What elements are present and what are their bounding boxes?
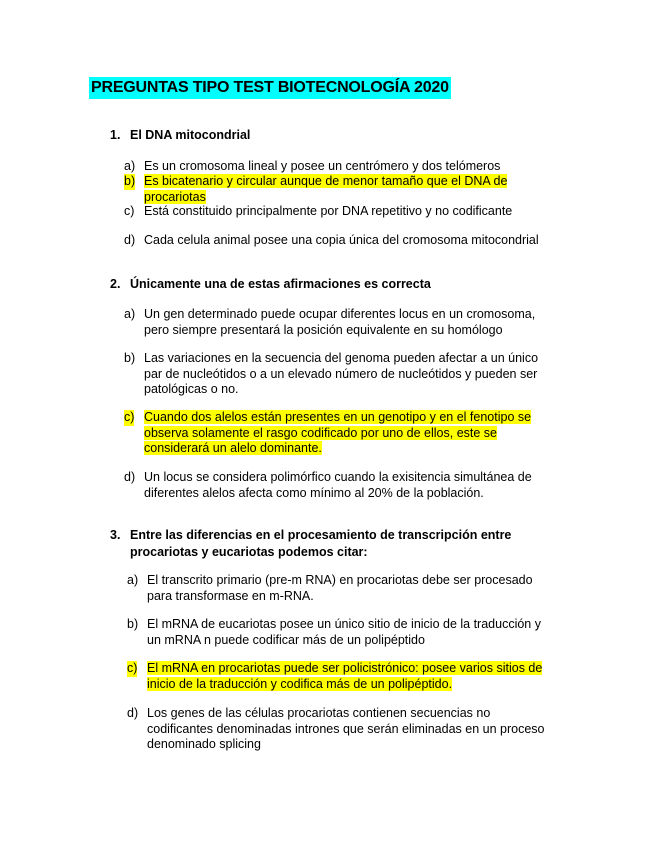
option-line: Es un cromosoma lineal y posee un centrómero y dos telómeros bbox=[144, 159, 501, 173]
option-1c bbox=[124, 204, 512, 220]
option-line: Un locus se considera polimórfico cuando la exisitencia simultánea de bbox=[144, 470, 532, 484]
option-3d bbox=[127, 706, 544, 753]
option-line: Un gen determinado puede ocupar diferentes locus en un cromosoma, bbox=[144, 307, 536, 321]
option-3b bbox=[127, 617, 541, 648]
option-3a bbox=[127, 573, 533, 604]
option-line: codificantes denominadas intrones que serán eliminadas en un proceso bbox=[147, 721, 545, 736]
option-line: Cuando dos alelos están presentes en un genotipo y en el fenotipo se bbox=[144, 410, 532, 424]
option-2c-correct bbox=[124, 410, 531, 457]
option-letter: a) bbox=[127, 573, 139, 587]
option-2d bbox=[124, 470, 532, 501]
question-text: El DNA mitocondrial bbox=[130, 128, 251, 142]
question-text-line: procariotas y eucariotas podemos citar: bbox=[130, 545, 368, 559]
question-text-line: Entre las diferencias en el procesamiento de transcripción entre bbox=[130, 528, 512, 542]
option-letter: c) bbox=[127, 661, 138, 675]
option-letter: d) bbox=[127, 706, 139, 720]
option-1b-correct bbox=[124, 174, 507, 205]
option-letter: a) bbox=[124, 307, 136, 321]
option-line: patológicas o no. bbox=[144, 382, 239, 396]
option-line: El transcrito primario (pre-m RNA) en procariotas debe ser procesado bbox=[147, 573, 533, 587]
option-line: un mRNA n puede codificar más de un polipéptido bbox=[147, 632, 425, 647]
option-letter: a) bbox=[124, 159, 136, 173]
option-letter: b) bbox=[127, 617, 139, 631]
option-line: Las variaciones en la secuencia del genoma pueden afectar a un único bbox=[144, 351, 539, 365]
question-number: 3. bbox=[110, 528, 121, 542]
option-line: para transformase en m-RNA. bbox=[147, 588, 314, 603]
question-text: Únicamente una de estas afirmaciones es correcta bbox=[130, 277, 431, 291]
option-line: procariotas bbox=[144, 189, 206, 204]
option-line: Cada celula animal posee una copia única del cromosoma mitocondrial bbox=[144, 233, 539, 247]
option-1a bbox=[124, 159, 500, 175]
question-1 bbox=[110, 127, 250, 144]
question-2 bbox=[110, 276, 431, 293]
option-letter: b) bbox=[124, 351, 136, 365]
option-2a bbox=[124, 307, 535, 338]
option-3c-correct bbox=[127, 661, 542, 692]
option-letter: b) bbox=[124, 174, 136, 188]
question-3 bbox=[110, 527, 511, 561]
option-letter: c) bbox=[124, 204, 135, 218]
option-letter: d) bbox=[124, 233, 136, 247]
option-line: El mRNA en procariotas puede ser policistrónico: posee varios sitios de bbox=[147, 661, 543, 675]
question-number: 2. bbox=[110, 277, 121, 291]
option-line: denominado splicing bbox=[147, 737, 261, 751]
option-1d bbox=[124, 233, 539, 249]
option-line: Está constituido principalmente por DNA repetitivo y no codificante bbox=[144, 204, 513, 218]
option-line: considerará un alelo dominante. bbox=[144, 441, 322, 455]
option-line: inicio de la traducción y codifica más de un polipéptido. bbox=[147, 676, 453, 691]
option-line: Los genes de las células procariotas contienen secuencias no bbox=[147, 706, 491, 720]
question-number: 1. bbox=[110, 128, 121, 142]
option-letter: d) bbox=[124, 470, 136, 484]
option-line: El mRNA de eucariotas posee un único sitio de inicio de la traducción y bbox=[147, 617, 541, 631]
option-line: diferentes alelos afecta como mínimo al 20% de la población. bbox=[144, 485, 484, 500]
option-line: observa solamente el rasgo codificado por uno de ellos, este se bbox=[144, 425, 497, 440]
option-letter: c) bbox=[124, 410, 135, 424]
option-line: par de nucleótidos o a un elevado número de nucleótidos y pueden ser bbox=[144, 366, 538, 381]
page-title: PREGUNTAS TIPO TEST BIOTECNOLOGÍA 2020 bbox=[89, 77, 451, 99]
option-line: Es bicatenario y circular aunque de menor tamaño que el DNA de bbox=[144, 174, 508, 188]
option-line: pero siempre presentará la posición equivalente en su homólogo bbox=[144, 322, 503, 337]
option-2b bbox=[124, 351, 538, 398]
